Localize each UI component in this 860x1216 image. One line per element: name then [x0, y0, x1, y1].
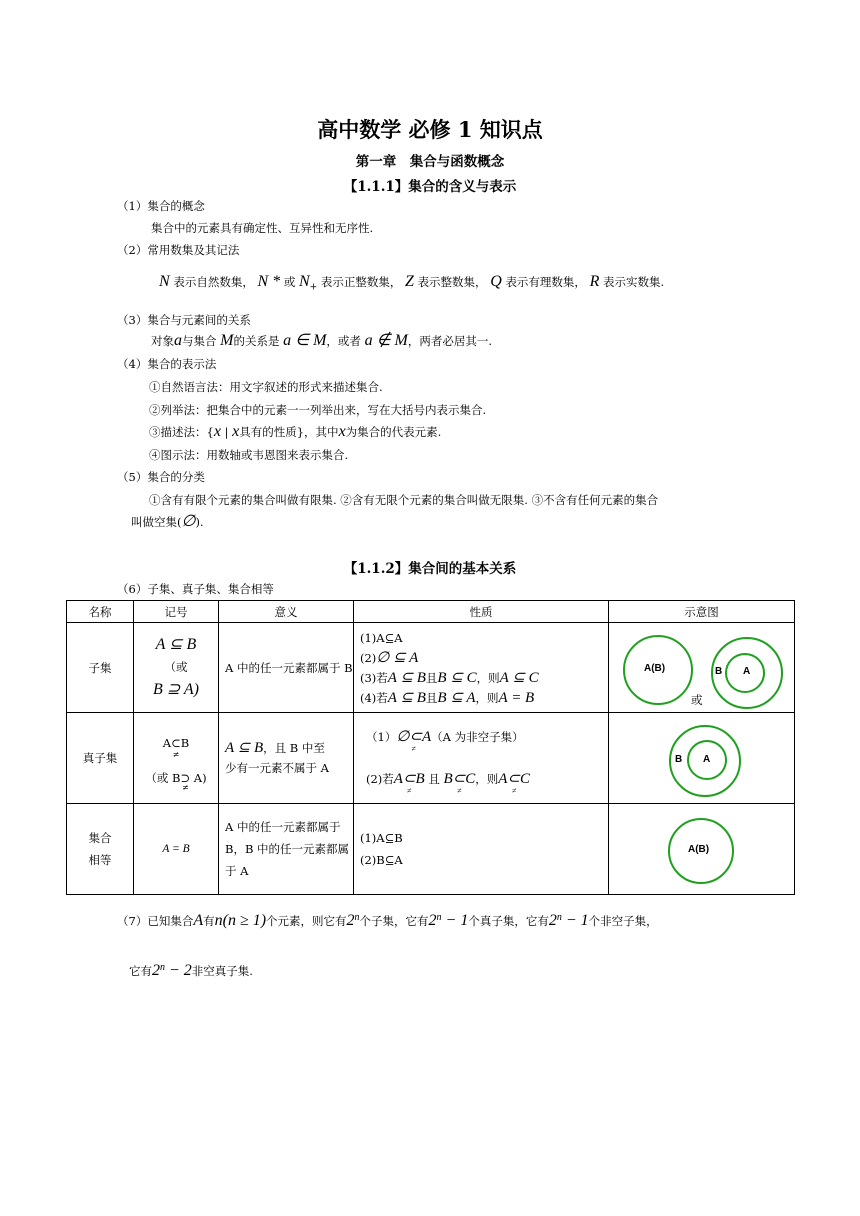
item-5-heading: （5）集合的分类 [117, 470, 205, 484]
equal-symbol: A = B [134, 804, 219, 895]
equal-properties: (1)A⊆B (2)B⊆A [354, 804, 609, 895]
table-row-subset [67, 623, 795, 713]
classification-line-2: 叫做空集(∅). [131, 513, 204, 530]
chapter-heading: 第一章 集合与函数概念 [355, 154, 505, 170]
item-6-heading: （6）子集、真子集、集合相等 [117, 582, 274, 596]
number-sets-line: N 表示自然数集， N * 或 $N_+$ 表示正整数集， Z 表示整数集， Q 表示有理数集， R 表示实数集. [159, 273, 665, 293]
equal-name: 集合 相等 [67, 804, 134, 895]
subset-symbol: A ⊆ B （或 B ⊇ A) [134, 623, 219, 713]
subset-name: 子集 [67, 623, 134, 713]
item-7-line-1: （7）已知集合A有n(n ≥ 1)个元素，则它有2$^n$个子集，它有$2^n - 1$个真子集，它有$2^n - 1$个非空子集， [117, 911, 658, 929]
element-relation-line: 对象a与集合 M的关系是 a ∈ M，或者 a ∉ M，两者必居其一. [151, 332, 492, 349]
header-name: 名称 [67, 601, 134, 623]
equal-label: A(B) [688, 844, 710, 855]
header-symbol: 记号 [134, 601, 219, 623]
method-3: ③描述法：{x | x具有的性质}，其中x为集合的代表元素. [149, 423, 442, 440]
header-properties: 性质 [354, 601, 609, 623]
proper-label-a: A [703, 754, 711, 765]
header-diagram: 示意图 [609, 601, 795, 623]
diagram-or: 或 [691, 693, 703, 707]
table-row-equal [67, 804, 795, 895]
item-7-line-2: 它有$2^n - 2$非空真子集. [129, 961, 253, 979]
item-2-heading: （2）常用数集及其记法 [117, 243, 240, 257]
subset-properties: (1)A⊆A (2)∅ ⊆ A (3)若A ⊆ B且B ⊆ C，则A ⊆ C (4)若A ⊆ B且B ⊆ A，则A = B [354, 623, 609, 713]
method-4: ④图示法：用数轴或韦恩图来表示集合. [149, 448, 349, 462]
section-heading-1: 【1.1.1】集合的含义与表示 [343, 179, 517, 195]
table-row-proper-subset [67, 713, 795, 804]
proper-diagram [609, 713, 795, 804]
method-1: ①自然语言法：用文字叙述的形式来描述集合. [149, 380, 383, 394]
proper-name: 真子集 [67, 713, 134, 804]
section-heading-2: 【1.1.2】集合间的基本关系 [343, 561, 517, 577]
set-relations-table [66, 600, 795, 895]
proper-properties: （1）∅⊂A ≠（A 为非空子集） (2)若A⊂B ≠ 且 B⊂C ≠，则A⊂C ≠ [354, 713, 609, 804]
subset-diagram [609, 623, 795, 713]
venn-label-ab: A(B) [644, 663, 666, 674]
table-header-row [67, 601, 795, 623]
proper-label-b: B [675, 754, 683, 765]
method-2: ②列举法：把集合中的元素一一列举出来，写在大括号内表示集合. [149, 403, 487, 417]
venn-label-a: A [743, 666, 751, 677]
classification-line-1: ①含有有限个元素的集合叫做有限集. ②含有无限个元素的集合叫做无限集. ③不含有任何元素的集合 [149, 493, 659, 507]
item-3-heading: （3）集合与元素间的关系 [117, 313, 251, 327]
header-meaning: 意义 [219, 601, 354, 623]
item-1-heading: （1）集合的概念 [117, 199, 205, 213]
item-1-text: 集合中的元素具有确定性、互异性和无序性. [151, 221, 374, 235]
equal-diagram [609, 804, 795, 895]
proper-meaning: A ⊆ B，且 B 中至 少有一元素不属于 A [219, 713, 354, 804]
document-title: 高中数学 必修 1 知识点 [317, 117, 543, 142]
subset-meaning: A 中的任一元素都属于 B [219, 623, 354, 713]
item-4-heading: （4）集合的表示法 [117, 357, 217, 371]
proper-symbol: A⊂B ≠ （或 B⊃ ≠ A) [134, 713, 219, 804]
equal-meaning: A 中的任一元素都属于 B，B 中的任一元素都属于 A [219, 804, 354, 895]
venn-label-b: B [715, 666, 723, 677]
